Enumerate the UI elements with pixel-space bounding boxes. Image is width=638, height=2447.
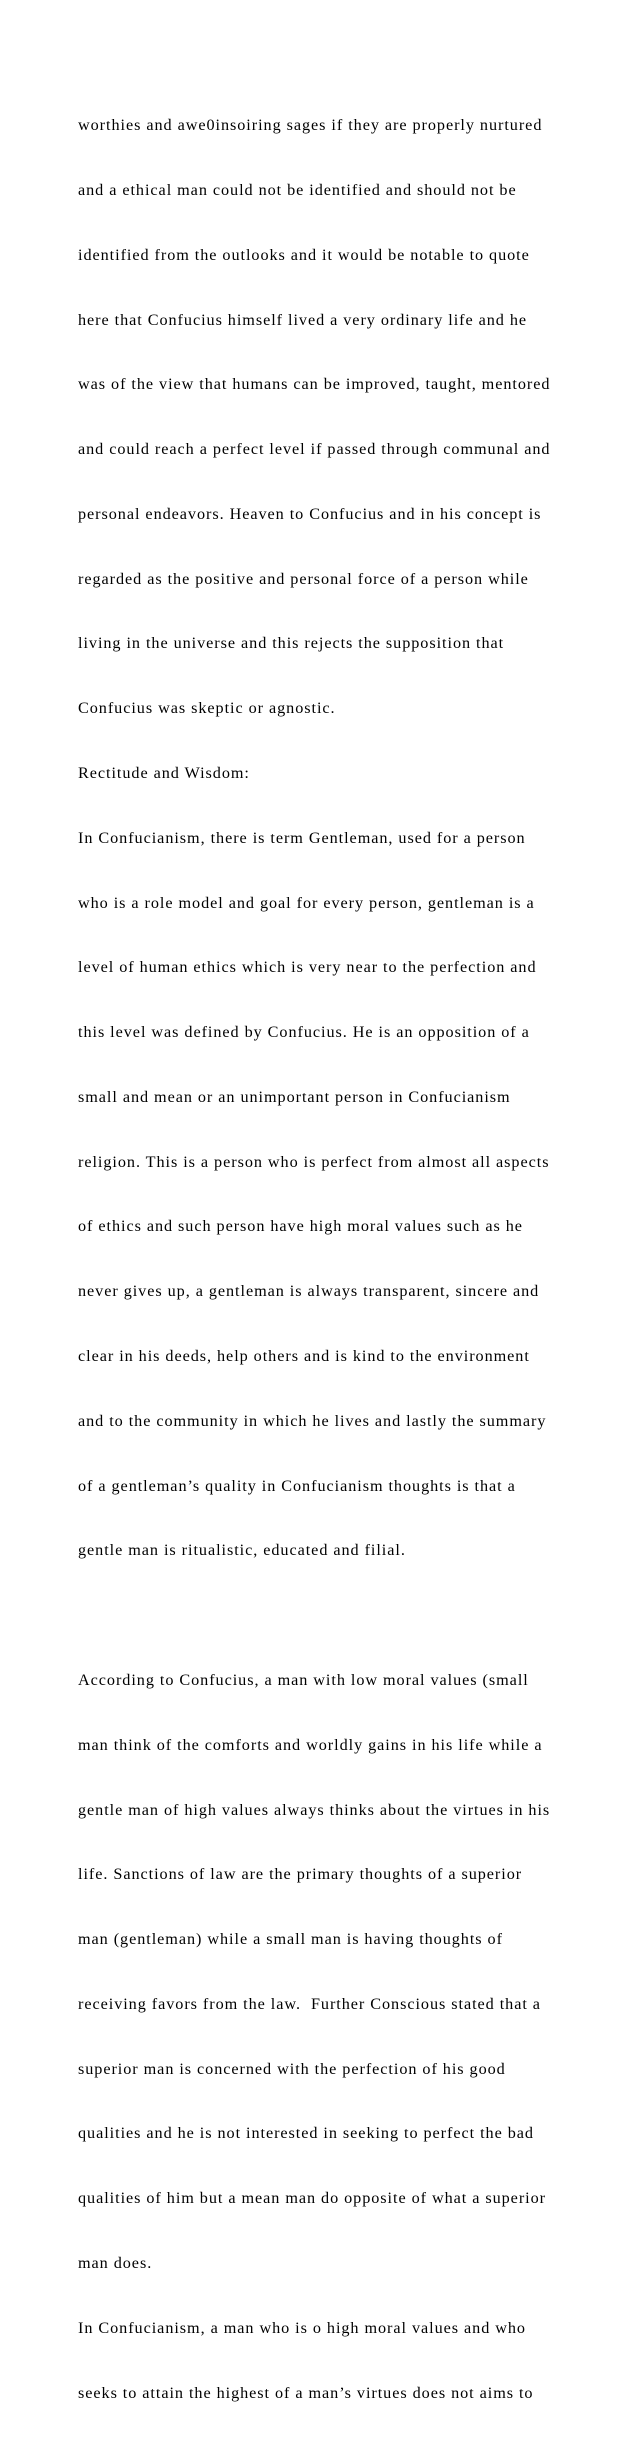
text-line: man think of the comforts and worldly gains in his life while a bbox=[78, 1735, 543, 1754]
text-line: In Confucianism, there is term Gentleman, used for a person bbox=[78, 828, 526, 847]
text-line: regarded as the positive and personal force of a person while bbox=[78, 569, 529, 588]
text-line: In Confucianism, a man who is o high moral values and who bbox=[78, 2318, 526, 2337]
text-line: living in the universe and this rejects the supposition that bbox=[78, 634, 505, 653]
section-heading: Rectitude and Wisdom: bbox=[78, 764, 250, 782]
body-text bbox=[78, 72, 618, 2447]
text-line: of ethics and such person have high moral values such as he bbox=[78, 1217, 523, 1236]
text-line: who is a role model and goal for every person, gentleman is a bbox=[78, 893, 535, 912]
text-line: and could reach a perfect level if passed through communal and bbox=[78, 440, 551, 459]
text-line: personal endeavors. Heaven to Confucius and in his concept is bbox=[78, 504, 542, 523]
text-line: receiving favors from the law. Further Conscious stated that a bbox=[78, 1994, 541, 2013]
text-line: clear in his deeds, help others and is kind to the environment bbox=[78, 1347, 530, 1366]
text-line: According to Confucius, a man with low moral values (small bbox=[78, 1670, 529, 1689]
text-line: seeks to attain the highest of a man’s virtues does not aims to bbox=[78, 2383, 534, 2402]
text-line: was of the view that humans can be improved, taught, mentored bbox=[78, 375, 551, 394]
text-line: of a gentleman’s quality in Confucianism thoughts is that a bbox=[78, 1476, 516, 1495]
text-line: life. Sanctions of law are the primary thoughts of a superior bbox=[78, 1865, 523, 1884]
text-line: qualities of him but a mean man do opposite of what a superior bbox=[78, 2189, 546, 2208]
text-line: worthies and awe0insoiring sages if they are properly nurtured bbox=[78, 116, 543, 135]
text-line: religion. This is a person who is perfect from almost all aspects bbox=[78, 1152, 550, 1171]
text-line: man does. bbox=[78, 2253, 153, 2272]
text-line: gentle man is ritualistic, educated and filial. bbox=[78, 1541, 406, 1560]
text-line: gentle man of high values always thinks about the virtues in his bbox=[78, 1800, 551, 1819]
text-line: superior man is concerned with the perfection of his good bbox=[78, 2059, 506, 2078]
text-line: Confucius was skeptic or agnostic. bbox=[78, 699, 336, 718]
text-line: man (gentleman) while a small man is having thoughts of bbox=[78, 1930, 503, 1949]
text-line: here that Confucius himself lived a very ordinary life and he bbox=[78, 310, 528, 329]
text-line: qualities and he is not interested in seeking to perfect the bad bbox=[78, 2124, 534, 2143]
text-line: never gives up, a gentleman is always transparent, sincere and bbox=[78, 1282, 540, 1301]
text-line: and to the community in which he lives and lastly the summary bbox=[78, 1411, 547, 1430]
text-line: small and mean or an unimportant person in Confucianism bbox=[78, 1087, 511, 1106]
text-line: level of human ethics which is very near to the perfection and bbox=[78, 958, 537, 977]
text-line: and a ethical man could not be identified and should not be bbox=[78, 180, 517, 199]
text-line: identified from the outlooks and it would be notable to quote bbox=[78, 245, 530, 264]
blank-line bbox=[78, 1605, 618, 1627]
text-line: this level was defined by Confucius. He is an opposition of a bbox=[78, 1023, 530, 1042]
